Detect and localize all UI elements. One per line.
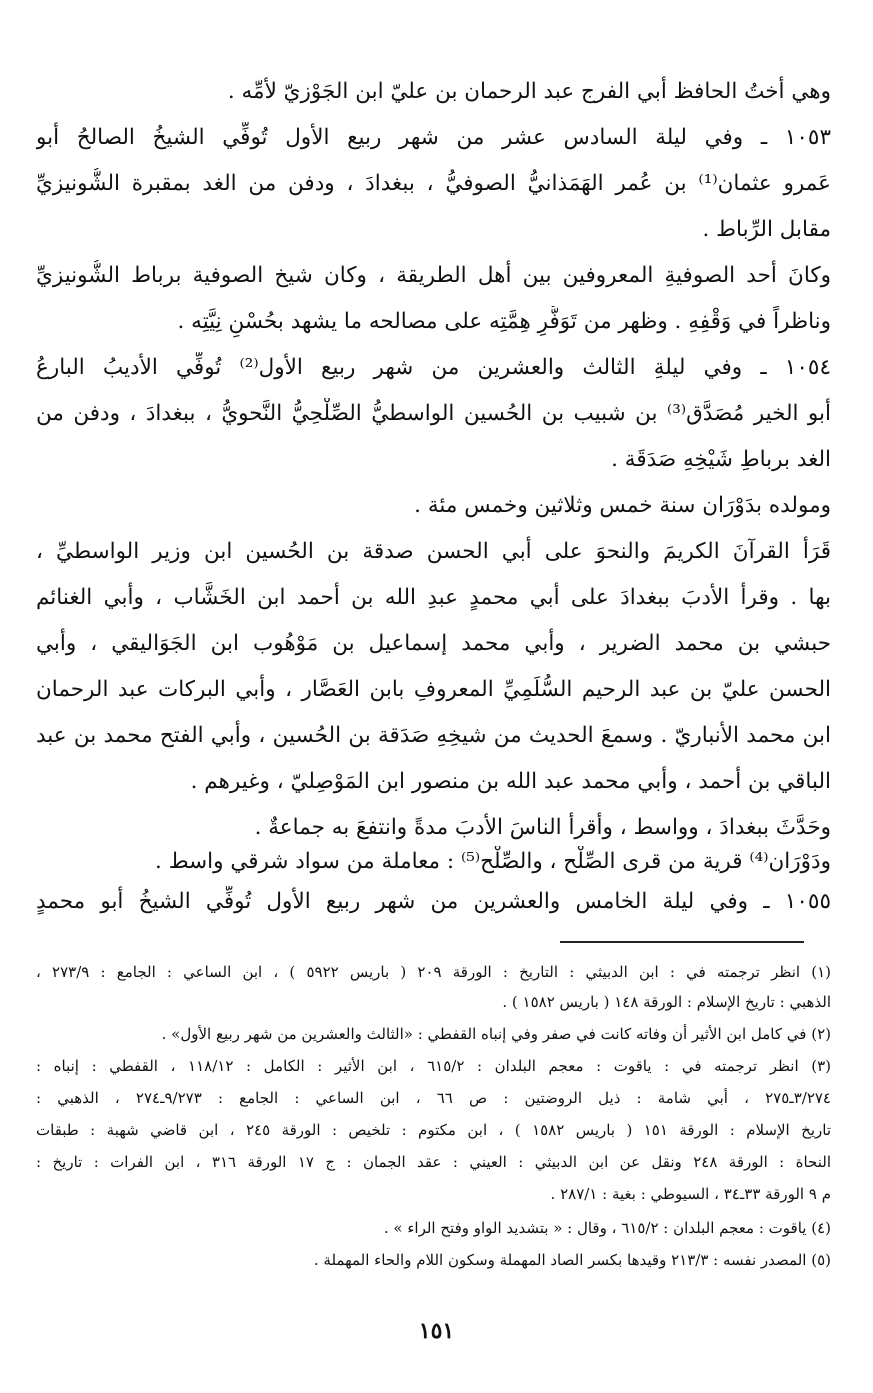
text-line: أبو الخير مُصَدَّق⁽³⁾ بن شبيب بن الحُسين الواسطيُّ الصِّلْحِيُّ النَّحويُّ ، ببغدادَ ، ودفن من [36, 401, 831, 426]
text-line: ومولده بدَوْرَان سنة خمس وثلاثين وخمس مئة . [414, 493, 831, 518]
footnote-separator [560, 941, 804, 943]
text-line: وكانَ أحد الصوفيةِ المعروفين بين أهل الطريقة ، وكان شيخ الصوفية برباط الشُّونيزيِّ [36, 263, 831, 288]
text-line: عَمرو عثمان⁽¹⁾ بن عُمر الهَمَذانيُّ الصوفيُّ ، ببغدادَ ، ودفن من الغد بمقبرة الشُّونيزيِّ [36, 171, 831, 196]
footnote-line: النحاة : الورقة ٢٤٨ ونقل عن ابن الدبيثي : العيني : عقد الجمان : ج ١٧ الورقة ٣١٦ ، ابن الفرات : تاريخ : [36, 1153, 831, 1171]
text-line: وناظراً في وَقْفِهِ . وظهر من تَوَفُّرِ هِمَّتِه على مصالحه ما يشهد بحُسْنِ نِيَّتِه . [177, 309, 831, 334]
footnote-line: (٢) في كامل ابن الأثير أن وفاته كانت في صفر وفي إنباه القفطي : «الثالث والعشرين من شهر ربيع الأول» . [161, 1025, 831, 1043]
text-line: بها . وقرأ الأدبَ ببغدادَ على أبي محمدٍ عبدِ الله بن أحمد ابن الخَشَّاب ، وأبي الغنائم [36, 585, 831, 610]
text-line: ١٠٥٤ ـ وفي ليلةِ الثالث والعشرين من شهر ربيع الأول⁽²⁾ تُوفِّي الأديبُ البارعُ [36, 355, 831, 380]
footnote-line: م ٩ الورقة ٣٣ـ٣٤ ، السيوطي : بغية : ٢٨٧/١ . [550, 1185, 831, 1203]
text-line: ١٠٥٥ ـ وفي ليلة الخامس والعشرين من شهر ربيع الأول تُوفِّي الشيخُ أبو محمدٍ [36, 889, 831, 914]
text-line: الغد برباطِ شَيْخِهِ صَدَقَة . [611, 447, 831, 472]
footnote-line: (٥) المصدر نفسه : ٢١٣/٣ وقيدها بكسر الصاد المهملة وسكون اللام والحاء المهملة . [313, 1251, 831, 1269]
text-line: قَرَأ القرآنَ الكريمَ والنحوَ على أبي الحسن صدقة بن الحُسين ابن وزير الواسطيِّ ، [36, 539, 831, 564]
footnote-line: (٣) انظر ترجمته في : ياقوت : معجم البلدان : ٦١٥/٢ ، ابن الأثير : الكامل : ١١٨/١٢ ، القفطي : إنباه : [36, 1057, 831, 1075]
footnote-line: الذهبي : تاريخ الإسلام : الورقة ١٤٨ ( باريس ١٥٨٢ ) . [502, 993, 831, 1011]
page-number: ١٥١ [418, 1318, 455, 1344]
text-line: ابن محمد الأنباريّ . وسمعَ الحديث من شيخِهِ صَدَقة بن الحُسين ، وأبي الفتح محمد بن عبد [36, 723, 831, 748]
footnote-line: ٣/٢٧٤ـ٢٧٥ ، أبي شامة : ذيل الروضتين : ص ٦٦ ، ابن الساعي : الجامع : ٩/٢٧٣ـ٢٧٤ ، الذهبي : [36, 1089, 831, 1107]
footnote-line: (٤) ياقوت : معجم البلدان : ٦١٥/٢ ، وقال : « بتشديد الواو وفتح الراء » . [383, 1219, 831, 1237]
text-line: ودَوْرَان⁽⁴⁾ قرية من قرى الصِّلْح ، والصِّلْح⁽⁵⁾ : معاملة من سواد شرقي واسط . [155, 849, 831, 874]
text-line: الباقي بن أحمد ، وأبي محمد عبد الله بن منصور ابن المَوْصِليّ ، وغيرهم . [190, 769, 831, 794]
text-line: وهي أختُ الحافظ أبي الفرج عبد الرحمان بن عليّ ابن الجَوْزيّ لأمِّه . [227, 79, 831, 104]
text-line: حبشي بن محمد الضرير ، وأبي محمد إسماعيل بن مَوْهُوب ابن الجَوَاليقي ، وأبي [36, 631, 831, 656]
text-line: ١٠٥٣ ـ وفي ليلة السادس عشر من شهر ربيع الأول تُوفِّي الشيخُ الصالحُ أبو [36, 125, 831, 150]
text-line: الحسن عليّ بن عبد الرحيم السُّلَمِيِّ المعروفِ بابن العَصَّار ، وأبي البركات عبد الرحمان [36, 677, 831, 702]
footnote-line: (١) انظر ترجمته في : ابن الدبيثي : التاريخ : الورقة ٢٠٩ ( باريس ٥٩٢٢ ) ، ابن الساعي : الجامع : ٢٧٣/٩ ، [36, 963, 831, 981]
footnote-line: تاريخ الإسلام : الورقة ١٥١ ( باريس ١٥٨٢ ) ، ابن مكتوم : تلخيص : الورقة ٢٤٥ ، ابن قاضي شهبة : طبقات [36, 1121, 831, 1139]
text-line: وحَدَّثَ ببغدادَ ، وواسط ، وأقرأَ الناسَ الأدبَ مدةً وانتفعَ به جماعةٌ . [254, 815, 831, 840]
text-line: مقابل الرِّباط . [702, 217, 831, 242]
